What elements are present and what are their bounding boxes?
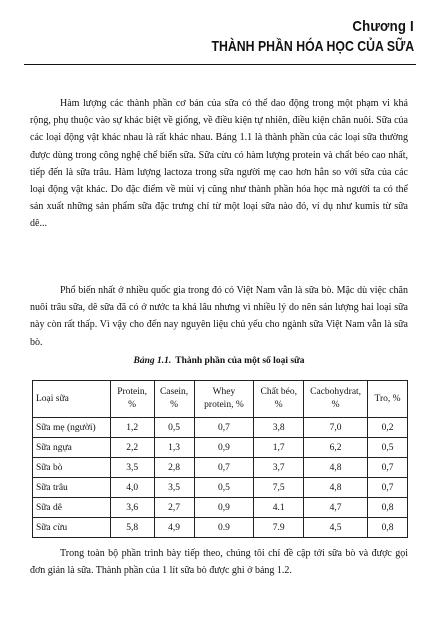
milk-composition-table bbox=[32, 380, 408, 538]
table-cell: 1,3 bbox=[154, 438, 194, 458]
table-cell: 0.9 bbox=[194, 518, 254, 538]
table-cell: Sữa bò bbox=[33, 458, 111, 478]
table-cell: 0,7 bbox=[194, 458, 254, 478]
table-cell: 7.9 bbox=[254, 518, 304, 538]
header-cell: Cacbohydrat, % bbox=[304, 381, 368, 418]
paragraph-closing: Trong toàn bộ phần trình bày tiếp theo, chúng tôi chỉ đề cập tới sữa bò và được gọi đơn giản là sữa. Thành phần của 1 lít sữa bò được ghi ở bảng 1.2. bbox=[30, 548, 408, 577]
table-caption-label: Bảng 1.1. bbox=[133, 356, 172, 366]
paragraph-cow-milk: Phổ biến nhất ở nhiều quốc gia trong đó có Việt Nam vẫn là sữa bò. Mặc dù việc chăn nuôi trâu sữa, dê sữa đã có ở nước ta khá lâu nhưng vì nhiều lý do nên sản lượng hai loại sữa này còn rất thấp. Vì vậy cho đến nay nguyên liệu chủ yếu cho ngành sữa Việt Nam vẫn là sữa bò. bbox=[30, 285, 408, 348]
table-row bbox=[33, 478, 408, 498]
table-cell: 3,5 bbox=[154, 478, 194, 498]
table-cell: Sữa cừu bbox=[33, 518, 111, 538]
table-cell: 0,5 bbox=[194, 478, 254, 498]
chapter-title: THÀNH PHẦN HÓA HỌC CỦA SỮA bbox=[211, 38, 414, 55]
table-cell: Sữa dê bbox=[33, 498, 111, 518]
header-cell: Loại sữa bbox=[33, 381, 111, 418]
chapter-number: Chương I bbox=[352, 18, 414, 35]
table-cell: 1,2 bbox=[110, 418, 154, 438]
table-cell: 2,7 bbox=[154, 498, 194, 518]
table-cell: 6,2 bbox=[304, 438, 368, 458]
table-cell: 0,7 bbox=[368, 478, 408, 498]
table-cell: 0,9 bbox=[194, 498, 254, 518]
header-rule bbox=[24, 64, 416, 65]
table-cell: 2,2 bbox=[110, 438, 154, 458]
table-row bbox=[33, 438, 408, 458]
table-cell: 2,8 bbox=[154, 458, 194, 478]
table-cell: 0,7 bbox=[368, 458, 408, 478]
table-cell: 4,7 bbox=[304, 498, 368, 518]
header-cell: Whey protein, % bbox=[194, 381, 254, 418]
table-cell: Sữa trâu bbox=[33, 478, 111, 498]
table-row bbox=[33, 458, 408, 478]
table-cell: 1,7 bbox=[254, 438, 304, 458]
header-cell: Protein, % bbox=[110, 381, 154, 418]
table-cell: 0,9 bbox=[194, 438, 254, 458]
table-cell: 5,8 bbox=[110, 518, 154, 538]
table-cell: 7,5 bbox=[254, 478, 304, 498]
table-cell: Sữa mẹ (người) bbox=[33, 418, 111, 438]
table-cell: 0,7 bbox=[194, 418, 254, 438]
table-cell: Sữa ngựa bbox=[33, 438, 111, 458]
table-cell: 3,7 bbox=[254, 458, 304, 478]
table-caption bbox=[0, 356, 438, 366]
table-cell: 0,5 bbox=[368, 438, 408, 458]
table-header-row bbox=[33, 381, 408, 418]
table-cell: 4,5 bbox=[304, 518, 368, 538]
table-cell: 4,9 bbox=[154, 518, 194, 538]
table-row bbox=[33, 418, 408, 438]
table-cell: 0,8 bbox=[368, 518, 408, 538]
table-cell: 4,8 bbox=[304, 478, 368, 498]
table-cell: 3,5 bbox=[110, 458, 154, 478]
table-cell: 4,0 bbox=[110, 478, 154, 498]
table-cell: 3,6 bbox=[110, 498, 154, 518]
table-cell: 0,5 bbox=[154, 418, 194, 438]
paragraph-intro: Hàm lượng các thành phần cơ bản của sữa có thể dao động trong một phạm vi khá rộng, phụ thuộc vào sự khác biệt về giống, về điều kiện tự nhiên, điều kiện chăn nuôi. Sữa của các loại động vật khác nhau là rất khác nhau. Bảng 1.1 là thành phần của các loại sữa thường được dùng trong công nghệ chế biến sữa. Sữa cừu có hàm lượng protein và chất béo cao nhất, tiếp đến là sữa trâu. Hàm lượng lactoza trong sữa người mẹ cao hơn hẳn so với sữa của các loại động vật khác. Do đặc điểm về mùi vị cũng như thành phần hóa học mà người ta có thể sản xuất những sản phẩm sữa đặc trưng chỉ từ một loại sữa nào đó, ví dụ như kumis từ sữa dê... bbox=[30, 98, 408, 230]
table-row bbox=[33, 498, 408, 518]
table-cell: 7,0 bbox=[304, 418, 368, 438]
table-caption-text: Thành phần của một số loại sữa bbox=[175, 356, 305, 366]
header-cell: Tro, % bbox=[368, 381, 408, 418]
table-cell: 3,8 bbox=[254, 418, 304, 438]
table-cell: 4,8 bbox=[304, 458, 368, 478]
table-cell: 0,2 bbox=[368, 418, 408, 438]
table-row bbox=[33, 518, 408, 538]
header-cell: Casein, % bbox=[154, 381, 194, 418]
header-cell: Chất béo, % bbox=[254, 381, 304, 418]
table-cell: 0,8 bbox=[368, 498, 408, 518]
table-cell: 4.1 bbox=[254, 498, 304, 518]
